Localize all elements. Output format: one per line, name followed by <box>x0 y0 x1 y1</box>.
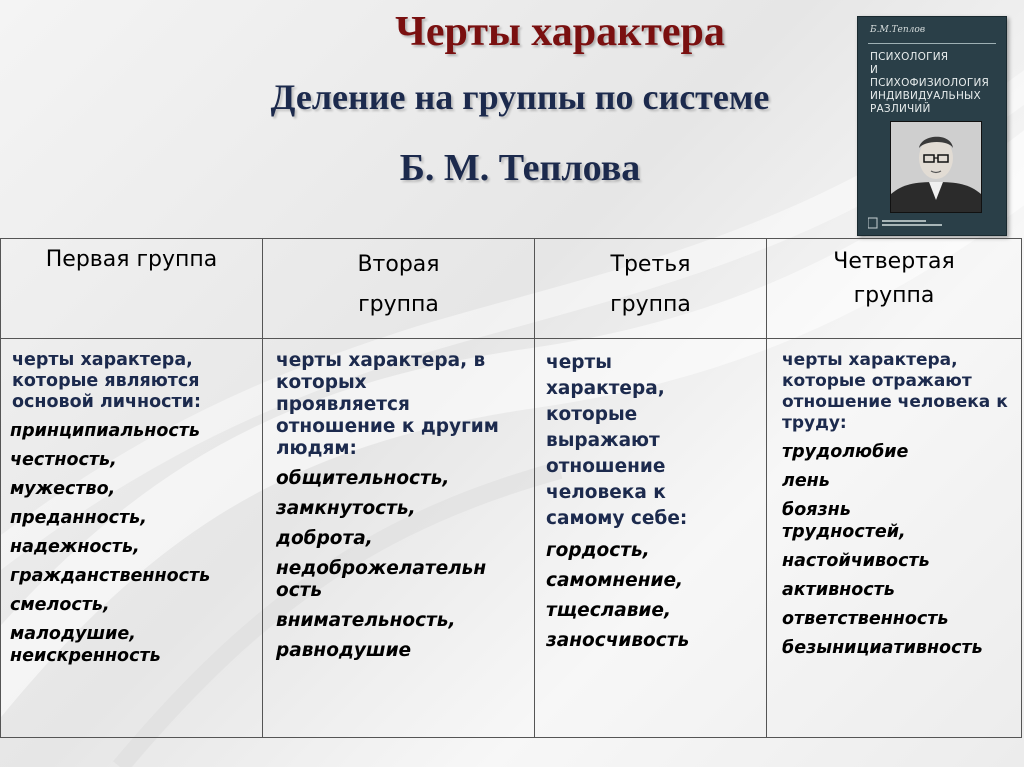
trait-item: малодушие, <box>10 624 136 644</box>
slide-author: Б. М. Теплова <box>399 147 641 189</box>
trait-item: гражданственность <box>10 566 211 586</box>
trait-item: безынициативность <box>782 638 983 658</box>
trait-item: ответственность <box>782 609 949 629</box>
trait-item: заносчивость <box>546 630 690 651</box>
slide-title: Черты характера <box>395 9 725 55</box>
header-group-1: Первая группа <box>1 239 263 339</box>
trait-item: лень <box>782 471 830 491</box>
book-cover-image <box>857 16 1007 236</box>
header-group-3: Третья группа <box>535 239 767 339</box>
group-1-cell <box>1 339 263 738</box>
book-title-line: И ПСИХОФИЗИОЛОГИЯ <box>870 64 989 89</box>
trait-item: замкнутость, <box>276 498 416 519</box>
book-author: Б.М.Теплов <box>870 25 926 35</box>
header-group-4: Четвертая группа <box>767 239 1022 339</box>
table-body-row <box>1 339 1022 738</box>
trait-item: общительность, <box>276 468 450 489</box>
trait-item: трудолюбие <box>782 442 909 462</box>
trait-item: тщеславие, <box>546 600 671 621</box>
table-header-row <box>1 239 1022 339</box>
group-3-intro: черты характера, которые выражают отношение человека к самому себе: <box>546 352 688 529</box>
trait-item: смелость, <box>10 595 110 615</box>
slide-subtitle: Деление на группы по системе <box>270 77 770 117</box>
trait-item: гордость, <box>546 540 650 561</box>
trait-item: преданность, <box>10 508 147 528</box>
trait-item: надежность, <box>10 537 140 557</box>
trait-item: честность, <box>10 450 117 470</box>
group-2-intro: черты характера, в которых проявляется отношение к другим людям: <box>276 350 499 459</box>
trait-item: внимательность, <box>276 610 456 631</box>
trait-item: мужество, <box>10 479 116 499</box>
trait-item: настойчивость <box>782 551 930 571</box>
group-1-intro: черты характера, которые являются основой личности: <box>12 350 201 412</box>
trait-item: активность <box>782 580 895 600</box>
group-3-cell <box>535 339 767 738</box>
book-title-line: РАЗЛИЧИЙ <box>870 103 931 115</box>
trait-item: равнодушие <box>276 640 412 661</box>
author-portrait-photo <box>890 121 982 213</box>
group-4-cell <box>767 339 1022 738</box>
book-title-line: ПСИХОЛОГИЯ <box>870 51 949 63</box>
book-rule <box>868 43 996 44</box>
book-title-line: ИНДИВИДУАЛЬНЫХ <box>870 90 981 102</box>
group-4-intro: черты характера, которые отражают отношение человека к труду: <box>782 350 1008 433</box>
book-title <box>870 51 1000 116</box>
trait-item: неискренность <box>10 646 161 666</box>
trait-item: боязнь трудностей, <box>782 500 906 542</box>
header-group-2: Вторая группа <box>263 239 535 339</box>
group-2-cell <box>263 339 535 738</box>
trait-item: самомнение, <box>546 570 684 591</box>
publisher-logo <box>868 217 996 229</box>
trait-item: доброта, <box>276 528 373 549</box>
traits-table <box>0 238 1022 738</box>
trait-item: принципиальность <box>10 421 200 441</box>
trait-item: недоброжелательность <box>276 558 487 601</box>
